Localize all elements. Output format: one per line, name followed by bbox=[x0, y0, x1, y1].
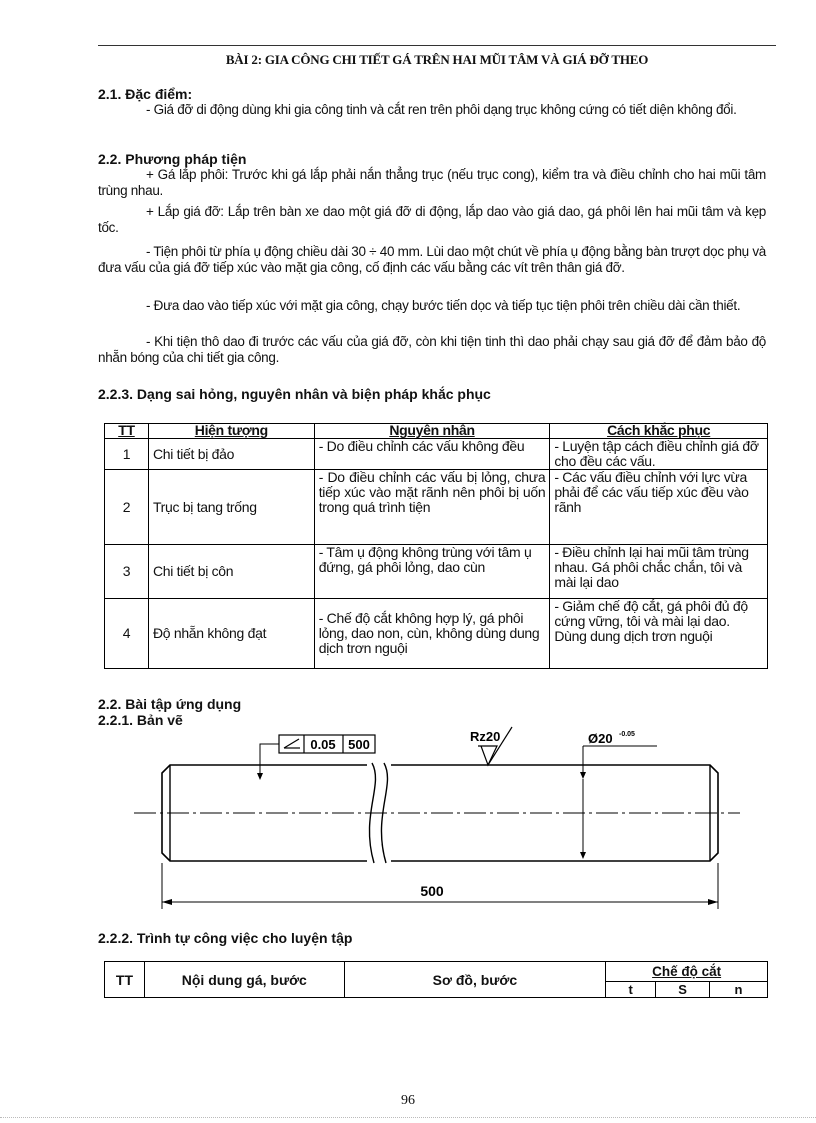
header-cause: Nguyên nhân bbox=[314, 424, 550, 439]
header-n: n bbox=[710, 982, 768, 998]
row-cause: - Do điều chỉnh các vấu không đều bbox=[314, 439, 550, 470]
table-row bbox=[105, 545, 768, 599]
section-heading-defects: 2.2.3. Dạng sai hỏng, nguyên nhân và biện pháp khắc phục bbox=[98, 386, 491, 402]
paragraph-method-3: - Tiện phôi từ phía ụ động chiều dài 30 ÷ 40 mm. Lùi dao một chút về phía ụ động bằng bàn trượt dọc phụ và đưa vấu của giá đỡ tiếp xúc vào mặt gia công, cố định các vấu bằng các vít trên thân giá đỡ. bbox=[98, 244, 766, 275]
section-heading-drawing: 2.2.1. Bản vẽ bbox=[98, 712, 183, 728]
header-tt: TT bbox=[105, 962, 145, 998]
row-number: 1 bbox=[105, 439, 149, 470]
diameter-tolerance: -0.05 bbox=[619, 731, 635, 738]
header-s: S bbox=[656, 982, 710, 998]
table-header-row bbox=[105, 962, 768, 982]
header-diagram: Sơ đồ, bước bbox=[344, 962, 606, 998]
section-heading-exercise: 2.2. Bài tập ứng dụng bbox=[98, 696, 242, 712]
paragraph-method-1: + Gá lắp phôi: Trước khi gá lắp phải nắn thẳng trục (nếu trục cong), kiểm tra và điều chỉnh cho hai mũi tâm trùng nhau. bbox=[98, 167, 766, 198]
top-rule bbox=[98, 45, 776, 46]
row-phenomenon: Trục bị tang trống bbox=[148, 470, 314, 545]
row-number: 3 bbox=[105, 545, 149, 599]
row-fix: - Giảm chế độ cắt, gá phôi đủ độ cứng vững, tôi và mài lại dao. Dùng dung dịch trơn nguội bbox=[550, 599, 768, 669]
header-fix: Cách khắc phục bbox=[550, 424, 768, 439]
row-number: 2 bbox=[105, 470, 149, 545]
paragraph-features: - Giá đỡ di động dùng khi gia công tinh và cắt ren trên phôi dạng trục không cứng có tiết diện không đổi. bbox=[146, 102, 737, 117]
diameter-label: Ø20 bbox=[588, 731, 613, 746]
header-content: Nội dung gá, bước bbox=[144, 962, 344, 998]
shaft-drawing bbox=[0, 725, 816, 915]
row-fix: - Điều chỉnh lại hai mũi tâm trùng nhau. Gá phôi chắc chắn, tôi và mài lại dao bbox=[550, 545, 768, 599]
header-t: t bbox=[606, 982, 656, 998]
procedure-table bbox=[104, 961, 768, 998]
row-phenomenon: Chi tiết bị côn bbox=[148, 545, 314, 599]
bottom-rule bbox=[0, 1117, 816, 1118]
row-number: 4 bbox=[105, 599, 149, 669]
row-cause: - Tâm ụ động không trùng với tâm ụ đứng, gá phôi lỏng, dao cùn bbox=[314, 545, 550, 599]
angularity-icon bbox=[284, 739, 299, 748]
row-phenomenon: Độ nhẵn không đạt bbox=[148, 599, 314, 669]
row-fix: - Luyện tập cách điều chỉnh giá đỡ cho đều các vấu. bbox=[550, 439, 768, 470]
section-heading-method: 2.2. Phương pháp tiện bbox=[98, 151, 247, 167]
page-number: 96 bbox=[401, 1093, 415, 1108]
header-phenomenon: Hiện tượng bbox=[148, 424, 314, 439]
section-heading-features: 2.1. Đặc điểm: bbox=[98, 86, 193, 102]
table-row bbox=[105, 470, 768, 545]
roughness-label: Rz20 bbox=[470, 729, 501, 744]
tolerance-value: 0.05 bbox=[310, 737, 336, 752]
paragraph-method-2: + Lắp giá đỡ: Lắp trên bàn xe dao một giá đỡ di động, lắp dao vào giá dao, gá phôi lên hai mũi tâm và kẹp tốc. bbox=[98, 204, 766, 235]
tolerance-length: 500 bbox=[348, 737, 370, 752]
defects-table bbox=[104, 423, 768, 669]
page-title: BÀI 2: GIA CÔNG CHI TIẾT GÁ TRÊN HAI MŨI TÂM VÀ GIÁ ĐỠ THEO bbox=[225, 52, 649, 67]
paragraph-method-4: - Đưa dao vào tiếp xúc với mặt gia công, chạy bước tiến dọc và tiếp tục tiện phôi trên chiều dài cần thiết. bbox=[146, 298, 741, 313]
length-label: 500 bbox=[420, 883, 444, 899]
row-cause: - Chế độ cắt không hợp lý, gá phôi lỏng, dao non, cùn, không dùng dung dịch trơn nguội bbox=[314, 599, 550, 669]
header-tt: TT bbox=[105, 424, 149, 439]
row-cause: - Do điều chỉnh các vấu bị lỏng, chưa tiếp xúc vào mặt rãnh nên phôi bị uốn trong quá trình tiện bbox=[314, 470, 550, 545]
row-fix: - Các vấu điều chỉnh với lực vừa phải để các vấu tiếp xúc đều vào rãnh bbox=[550, 470, 768, 545]
header-cutting-mode: Chế độ cắt bbox=[606, 962, 768, 982]
table-row bbox=[105, 599, 768, 669]
row-phenomenon: Chi tiết bị đảo bbox=[148, 439, 314, 470]
section-heading-procedure: 2.2.2. Trình tự công việc cho luyện tập bbox=[98, 930, 353, 946]
paragraph-method-5: - Khi tiện thô dao đi trước các vấu của giá đỡ, còn khi tiện tinh thì dao phải chạy sau giá đỡ để đảm bảo độ nhẵn bóng của chi tiết gia công. bbox=[98, 334, 766, 365]
table-row bbox=[105, 439, 768, 470]
table-header-row bbox=[105, 424, 768, 439]
